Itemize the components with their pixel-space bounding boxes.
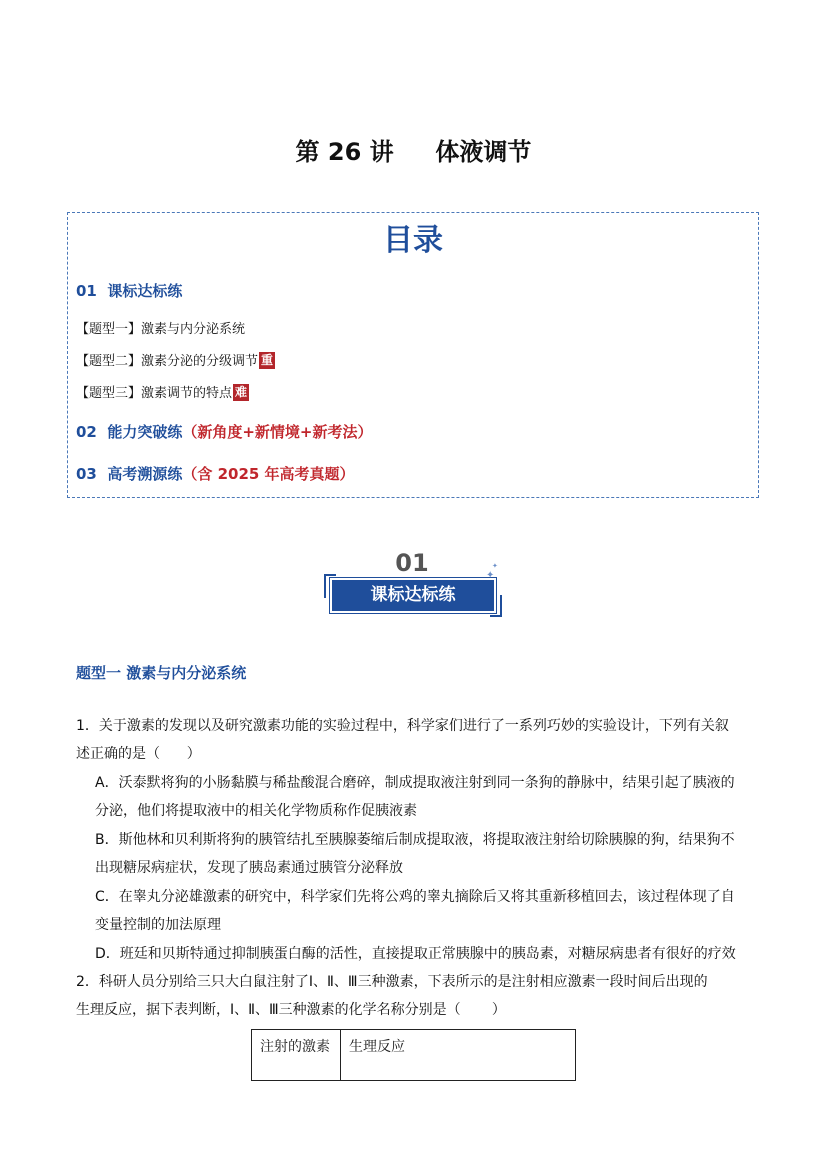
toc-item-type2[interactable] xyxy=(76,350,275,369)
toc-item-type1[interactable] xyxy=(76,318,245,337)
toc-section-extra: （含 2025 年高考真题） xyxy=(182,465,355,483)
toc-section-label: 课标达标练 xyxy=(107,282,183,300)
q2-stem-line2: 生理反应，据下表判断，Ⅰ、Ⅱ、Ⅲ三种激素的化学名称分别是（ ） xyxy=(76,1002,506,1018)
toc-section-num: 02 xyxy=(76,423,97,441)
toc-section-label: 高考溯源练 xyxy=(107,465,183,483)
q1-option-c-line2: 变量控制的加法原理 xyxy=(95,917,221,933)
toc-section-01[interactable] xyxy=(76,280,182,301)
q1-stem-line1: 1．关于激素的发现以及研究激素功能的实验过程中，科学家们进行了一系列巧妙的实验设计，下列有关叙 xyxy=(76,718,729,734)
toc-item-label: 【题型三】激素调节的特点 xyxy=(76,386,233,401)
toc-item-type3[interactable] xyxy=(76,382,249,401)
section-badge-number: 01 xyxy=(395,549,429,577)
q1-option-c-line1[interactable]: C．在睾丸分泌雄激素的研究中，科学家们先将公鸡的睾丸摘除后又将其重新移植回去，该过程体现了自 xyxy=(95,889,735,905)
reaction-table xyxy=(251,1029,576,1081)
key-tag: 重 xyxy=(261,353,274,367)
q1-option-b-line1[interactable]: B．斯他林和贝利斯将狗的胰管结扎至胰腺萎缩后制成提取液，将提取液注射给切除胰腺的狗，结果狗不 xyxy=(95,832,735,848)
q1-stem-line2: 述正确的是（ ） xyxy=(76,746,201,762)
table-header-hormone: 注射的激素 xyxy=(252,1030,341,1081)
q2-stem-line1: 2．科研人员分别给三只大白鼠注射了Ⅰ、Ⅱ、Ⅲ三种激素，下表所示的是注射相应激素一段时间后出现的 xyxy=(76,974,708,990)
section-heading: 题型一 激素与内分泌系统 xyxy=(76,664,247,682)
table-header-reaction: 生理反应 xyxy=(341,1030,576,1081)
toc-section-03[interactable] xyxy=(76,463,355,484)
sparkle-small-icon: ✦ xyxy=(492,562,498,570)
section-badge-label: 课标达标练 xyxy=(332,580,494,611)
q1-option-a-line1[interactable]: A．沃泰默将狗的小肠黏膜与稀盐酸混合磨碎，制成提取液注射到同一条狗的静脉中，结果引起了胰液的 xyxy=(95,775,735,791)
table-row xyxy=(252,1030,576,1081)
toc-section-extra: （新角度+新情境+新考法） xyxy=(182,423,373,441)
toc-section-num: 03 xyxy=(76,465,97,483)
difficult-tag: 难 xyxy=(235,385,248,399)
sparkle-icon: ✦ xyxy=(486,570,495,581)
page-title: 第 26 讲 体液调节 xyxy=(295,138,532,166)
toc-item-label: 【题型一】激素与内分泌系统 xyxy=(76,322,246,337)
toc-item-label: 【题型二】激素分泌的分级调节 xyxy=(76,354,259,369)
toc-heading: 目录 xyxy=(383,223,443,258)
q1-option-a-line2: 分泌，他们将提取液中的相关化学物质称作促胰液素 xyxy=(95,803,417,819)
toc-section-label: 能力突破练 xyxy=(107,423,183,441)
toc-section-num: 01 xyxy=(76,282,97,300)
q1-option-b-line2: 出现糖尿病症状，发现了胰岛素通过胰管分泌释放 xyxy=(95,860,403,876)
toc-section-02[interactable] xyxy=(76,421,372,442)
q1-option-d[interactable]: D．班廷和贝斯特通过抑制胰蛋白酶的活性，直接提取正常胰腺中的胰岛素，对糖尿病患者有很好的疗效 xyxy=(95,946,736,962)
